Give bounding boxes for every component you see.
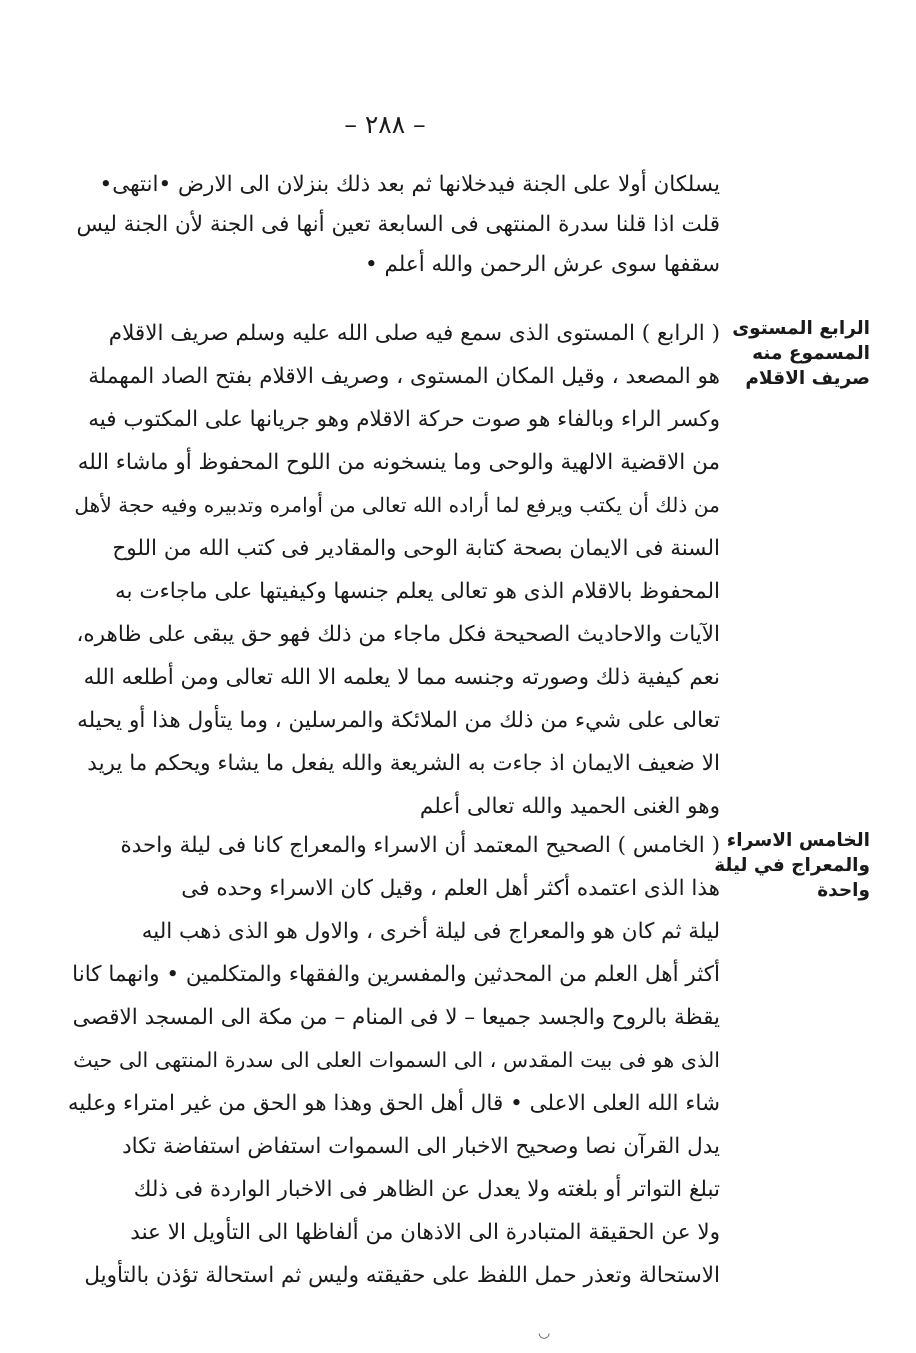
text-line: المحفوظ بالاقلام الذى هو تعالى يعلم جنسها وكيفيتها على ماجاءت به: [115, 579, 720, 604]
text-line: سقفها سوى عرش الرحمن والله أعلم •: [364, 252, 720, 277]
text-line: وهو الغنى الحميد والله تعالى أعلم: [419, 794, 720, 819]
paragraph-fifth: [60, 824, 720, 1297]
text-line: أكثر أهل العلم من المحدثين والمفسرين والفقهاء والمتكلمين • وانهما كانا: [72, 962, 720, 987]
margin-heading-fourth: [730, 316, 870, 391]
text-line: تعالى على شيء من ذلك من الملائكة والمرسلين ، وما يتأول هذا أو يحيله: [77, 708, 720, 733]
text-line: السنة فى الايمان بصحة كتابة الوحى والمقادير فى كتب الله من اللوح: [112, 536, 720, 561]
margin-heading-line: واحدة: [817, 880, 870, 901]
text-line: يقظة بالروح والجسد جميعا – لا فى المنام – من مكة الى المسجد الاقصى: [72, 1005, 720, 1030]
text-line: شاء الله العلى الاعلى • قال أهل الحق وهذا هو الحق من غير امتراء وعليه: [67, 1091, 720, 1116]
margin-heading-fifth: [714, 828, 870, 903]
text-line: ( الرابع ) المستوى الذى سمع فيه صلى الله عليه وسلم صريف الاقلام: [108, 321, 720, 346]
text-line: يدل القرآن نصا وصحيح الاخبار الى السموات استفاض استفاضة تكاد: [122, 1134, 720, 1159]
text-line: الآيات والاحاديث الصحيحة فكل ماجاء من ذلك فهو حق يبقى على ظاهره،: [76, 622, 720, 647]
paragraph-continuation: [60, 165, 720, 285]
text-line: تبلغ التواتر أو بلغته ولا يعدل عن الظاهر فى الاخبار الواردة فى ذلك: [133, 1177, 720, 1202]
text-line: الا ضعيف الايمان اذ جاءت به الشريعة والله يفعل ما يشاء ويحكم ما يريد: [87, 751, 720, 776]
margin-heading-line: المسموع منه: [752, 343, 870, 364]
text-line: ليلة ثم كان هو والمعراج فى ليلة أخرى ، والاول هو الذى ذهب اليه: [141, 919, 720, 944]
scan-mark: ◡: [538, 1325, 551, 1341]
margin-heading-line: والمعراج في ليلة: [714, 855, 870, 876]
text-line: الذى هو فى بيت المقدس ، الى السموات العلى الى سدرة المنتهى الى حيث: [73, 1048, 720, 1072]
text-line: هو المصعد ، وقيل المكان المستوى ، وصريف الاقلام بفتح الصاد المهملة: [88, 364, 720, 389]
text-line: ( الخامس ) الصحيح المعتمد أن الاسراء والمعراج كانا فى ليلة واحدة: [120, 833, 720, 858]
margin-heading-line: الخامس الاسراء: [726, 830, 870, 851]
text-line: الاستحالة وتعذر حمل اللفظ على حقيقته وليس ثم استحالة تؤذن بالتأويل: [84, 1263, 720, 1288]
text-line: وكسر الراء وبالفاء هو صوت حركة الاقلام وهو جريانها على المكتوب فيه: [88, 407, 720, 432]
text-line: من الاقضية الالهية والوحى وما ينسخونه من اللوح المحفوظ أو ماشاء الله: [77, 450, 720, 475]
text-line: من ذلك أن يكتب ويرفع لما أراده الله تعالى من أوامره وتدبيره وفيه حجة لأهل: [74, 493, 720, 517]
margin-heading-line: الرابع المستوى: [732, 318, 870, 339]
text-line: قلت اذا قلنا سدرة المنتهى فى السابعة تعين أنها فى الجنة لأن الجنة ليس: [76, 212, 720, 237]
text-line: نعم كيفية ذلك وصورته وجنسه مما لا يعلمه الا الله تعالى ومن أطلعه الله: [83, 665, 720, 690]
text-line: هذا الذى اعتمده أكثر أهل العلم ، وقيل كان الاسراء وحده فى: [181, 876, 720, 901]
margin-heading-line: صريف الاقلام: [745, 368, 870, 389]
page-number: – ٢٨٨ –: [344, 110, 426, 139]
text-line: يسلكان أولا على الجنة فيدخلانها ثم بعد ذلك بنزلان الى الارض •انتهى•: [99, 172, 720, 197]
paragraph-fourth: [60, 312, 720, 828]
text-line: ولا عن الحقيقة المتبادرة الى الاذهان من ألفاظها الى التأويل الا عند: [130, 1220, 720, 1245]
